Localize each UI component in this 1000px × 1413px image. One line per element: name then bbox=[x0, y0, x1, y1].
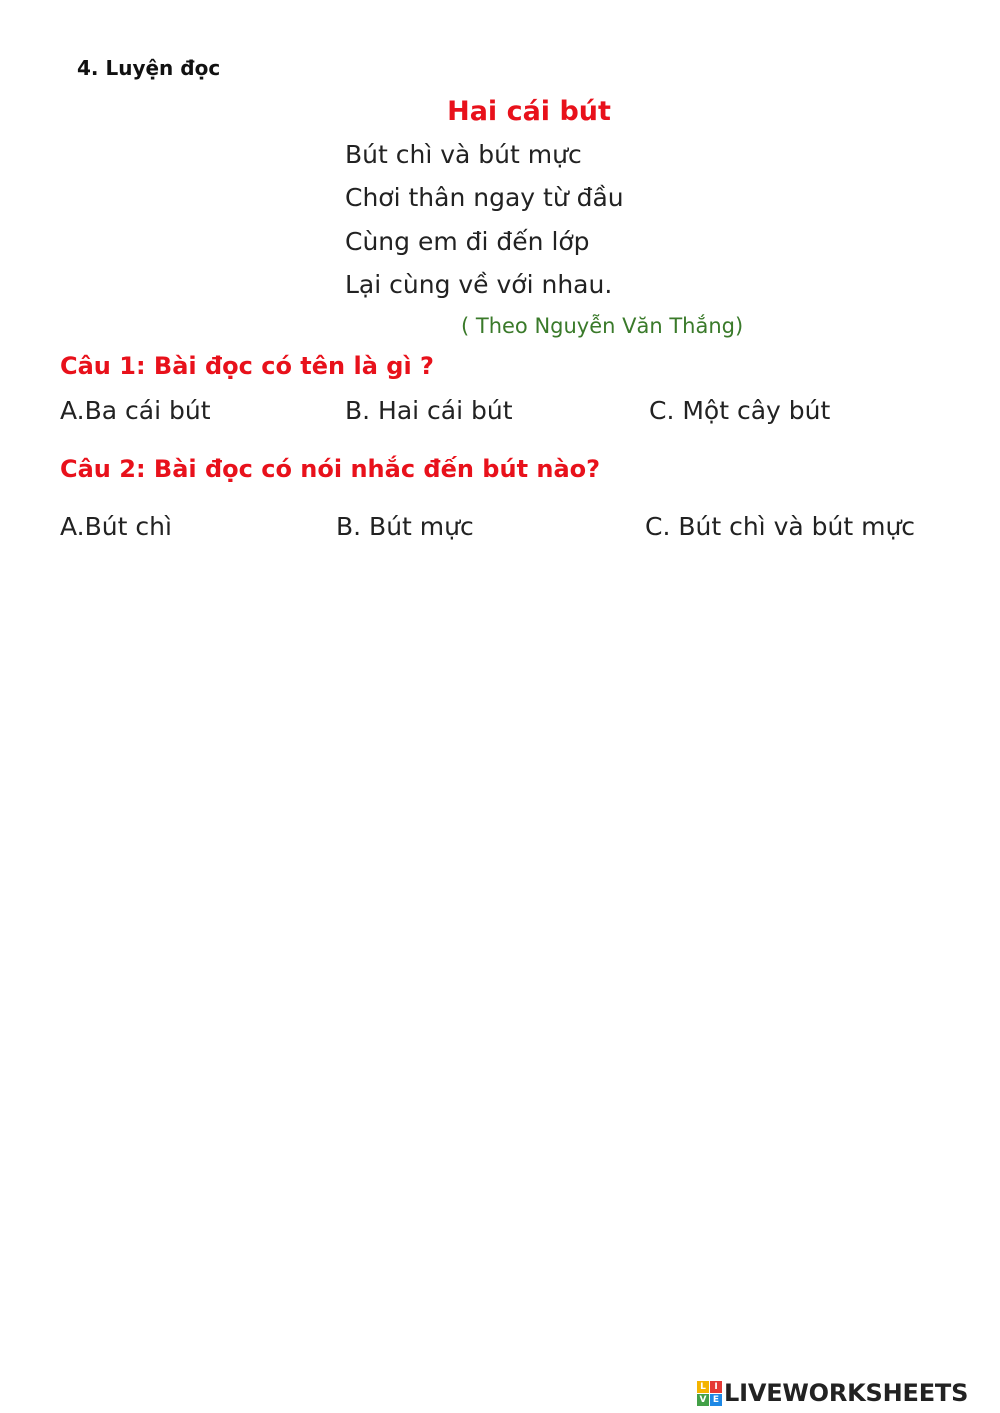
liveworksheets-logo bbox=[697, 1378, 968, 1408]
question-2-option-c[interactable]: C. Bút chì và bút mực bbox=[645, 512, 916, 541]
question-1-option-c[interactable]: C. Một cây bút bbox=[649, 396, 831, 425]
section-heading: 4. Luyện đọc bbox=[77, 56, 221, 80]
question-1-option-a[interactable]: A.Ba cái bút bbox=[60, 396, 211, 425]
question-2-option-b[interactable]: B. Bút mực bbox=[336, 512, 474, 541]
poem-line: Cùng em đi đến lớp bbox=[345, 227, 590, 256]
question-2: Câu 2: Bài đọc có nói nhắc đến bút nào? bbox=[60, 455, 601, 483]
logo-text: LIVEWORKSHEETS bbox=[724, 1379, 969, 1407]
poem-line: Lại cùng về với nhau. bbox=[345, 270, 613, 299]
poem-line: Bút chì và bút mực bbox=[345, 140, 582, 169]
logo-mark-icon: L I V E bbox=[697, 1381, 722, 1406]
question-1-option-b[interactable]: B. Hai cái bút bbox=[345, 396, 513, 425]
poem-line: Chơi thân ngay từ đầu bbox=[345, 183, 624, 212]
poem-title: Hai cái bút bbox=[447, 96, 611, 127]
poem-author: ( Theo Nguyễn Văn Thắng) bbox=[461, 314, 744, 338]
question-1: Câu 1: Bài đọc có tên là gì ? bbox=[60, 352, 434, 380]
question-2-option-a[interactable]: A.Bút chì bbox=[60, 512, 172, 541]
